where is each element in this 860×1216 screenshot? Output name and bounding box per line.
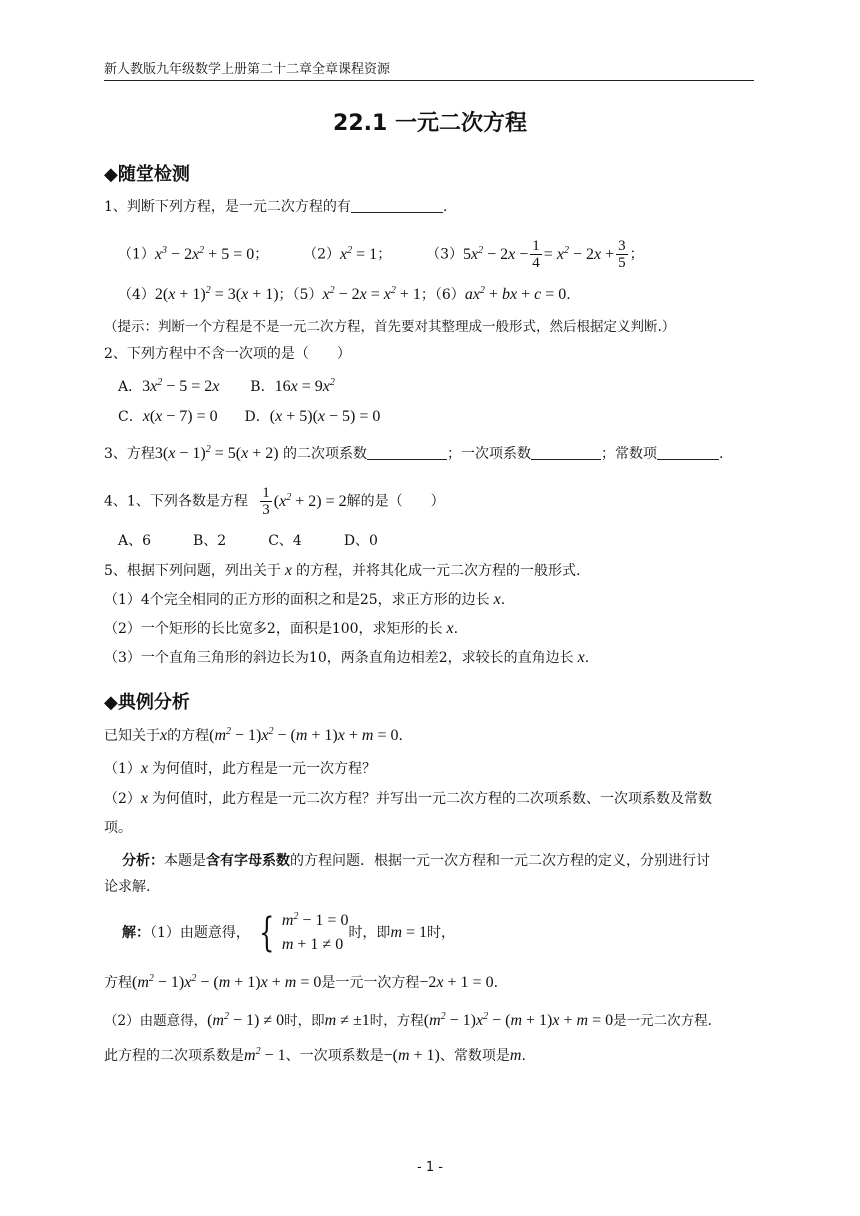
section-heading-practice: ◆随堂检测 (104, 164, 190, 185)
solution-line-4: 此方程的二次项系数是$m^2 - 1$、一次项系数是−(m + 1)、常数项是m. (104, 1046, 526, 1064)
example-statement: 已知关于x的方程$(m^2 - 1)x^2 - (m + 1)x + m = 0$. (104, 726, 403, 744)
question-2: 2、下列方程中不含一次项的是（ ） (104, 346, 351, 362)
page-title: 22.1 一元二次方程 (333, 111, 527, 136)
answer-blank (657, 445, 719, 460)
answer-blank (531, 445, 601, 460)
solution-line-3: （2）由题意得，$(m^2 - 1) \ne 0$时，即m ≠ ±1时，方程$(m^2 - 1)x^2 - (m + 1)x + m = 0$是一元二次方程. (104, 1011, 712, 1029)
q5-part-2: （2）一个矩形的长比宽多2，面积是100，求矩形的长 x. (104, 620, 459, 637)
q4-options: A、6 B、2 C、4 D、0 (118, 533, 378, 549)
example-part-1: （1）x 为何值时，此方程是一元一次方程？ (104, 760, 377, 777)
q1-hint: （提示：判断一个方程是不是一元二次方程，首先要对其整理成一般形式，然后根据定义判断.） (104, 319, 676, 335)
question-4: 4、1、下列各数是方程 $\frac{1}{3}$ $(x^2 + 2) = 2$解的是（ ） (104, 485, 445, 518)
q2-options-row-1: A．$3x^2 - 5 = 2x$ B．$16x = 9x^2$ (118, 377, 335, 395)
page-header: 新人教版九年级数学上册第二十二章全章课程资源 (104, 62, 754, 81)
example-part-2-cont: 项。 (104, 820, 132, 836)
analysis-line-1: 分析：本题是含有字母系数的方程问题．根据一元一次方程和一元二次方程的定义，分别进行讨 (122, 853, 710, 869)
q2-options-row-2: C．x(x − 7) = 0 D．(x + 5)(x − 5) = 0 (118, 408, 381, 425)
page-number: - 1 - (417, 1160, 443, 1175)
solution-line-2: 方程$(m^2 - 1)x^2 - (m + 1)x + m = 0$是一元一次方程−2x + 1 = 0. (104, 973, 499, 991)
q1-equations-row-1: $(1)x^3 - 2x^2 + 5 = 0$； $(2)x^2 = 1$； $(3)5x^2 - 2x$ − $\frac{1}{4}$ = $x^2 - 2x$ + $\frac{3}{5}$ ； (118, 238, 644, 271)
section-heading-examples: ◆典例分析 (104, 692, 190, 713)
answer-blank (351, 198, 443, 213)
q1-equations-row-2: $(4)2(x + 1)^2 = 3(x + 1)$；$(5)x^2 - 2x = x^2 + 1$；$(6)ax^2$ + bx + c = 0. (118, 285, 571, 303)
analysis-line-2: 论求解. (104, 879, 151, 895)
question-3: 3、方程$3(x - 1)^2 = 5(x + 2)$ 的二次项系数 ；一次项系数 ；常数项 . (104, 444, 724, 462)
answer-blank (367, 445, 447, 460)
q5-part-1: （1）4个完全相同的正方形的面积之和是25，求正方形的边长 x. (104, 591, 506, 608)
example-part-2: （2）x 为何值时，此方程是一元二次方程？并写出一元二次方程的二次项系数、一次项系数及常数 (104, 790, 713, 807)
solution-line-1: 解：（1）由题意得， { $m^2 - 1 = 0$ m + 1 ≠ 0 时，即m = 1时， (122, 910, 456, 956)
q5-part-3: （3）一个直角三角形的斜边长为10，两条直角边相差2，求较长的直角边长 x. (104, 649, 590, 666)
question-5: 5、根据下列问题，列出关于 x 的方程，并将其化成一元二次方程的一般形式. (104, 562, 581, 579)
question-1: 1、判断下列方程，是一元二次方程的有 . (104, 199, 448, 215)
